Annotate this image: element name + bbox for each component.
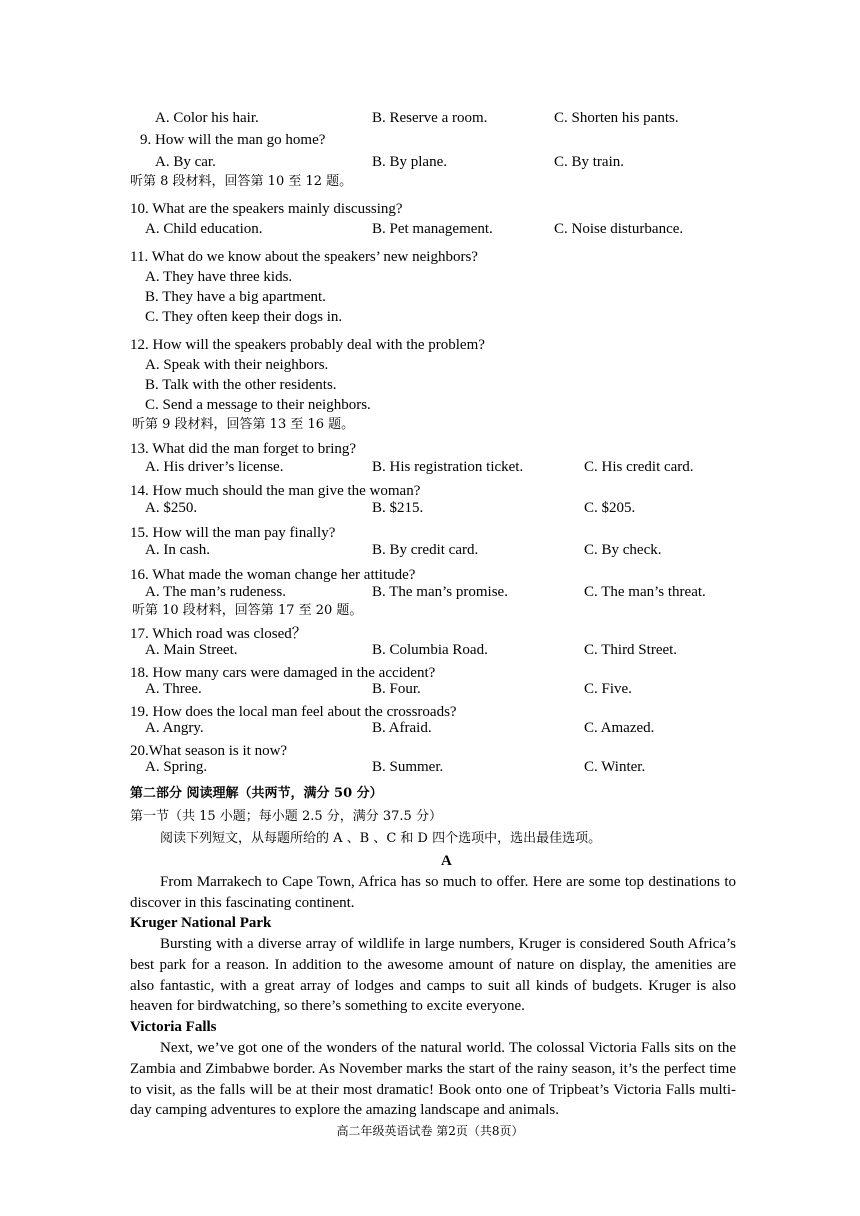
q8-option-c: C. Shorten his pants. bbox=[554, 110, 679, 126]
q18-option-a: A. Three. bbox=[145, 681, 202, 697]
q9-option-a: A. By car. bbox=[155, 154, 216, 170]
q12-option-b: B. Talk with the other residents. bbox=[145, 377, 337, 393]
victoria-heading: Victoria Falls bbox=[130, 1019, 217, 1035]
q15-option-c: C. By check. bbox=[584, 542, 662, 558]
part-2-section-1: 第一节（共 15 小题；每小题 2.5 分，满分 37.5 分） bbox=[130, 809, 442, 824]
q16-stem: 16. What made the woman change her attitude? bbox=[130, 567, 416, 583]
q12-option-c: C. Send a message to their neighbors. bbox=[145, 397, 371, 413]
q17-option-b: B. Columbia Road. bbox=[372, 642, 488, 658]
q17-stem: 17. Which road was closed？ bbox=[130, 626, 307, 642]
q13-option-a: A. His driver’s license. bbox=[145, 459, 284, 475]
kruger-paragraph: Bursting with a diverse array of wildlife in large numbers, Kruger is considered South Africa’s best park for a reason. In addition to the awesome amount of nature on display, the amenities are also fantastic, with a great array of lodges and camps to suit all kinds of budgets. Kruger is also heaven for birdwatching, so there’s something to excite everyone. bbox=[130, 936, 736, 1015]
kruger-heading: Kruger National Park bbox=[130, 915, 272, 931]
q19-option-b: B. Afraid. bbox=[372, 720, 432, 736]
q14-option-a: A. $250. bbox=[145, 500, 198, 516]
q18-option-b: B. Four. bbox=[372, 681, 421, 697]
q12-stem: 12. How will the speakers probably deal with the problem? bbox=[130, 337, 485, 353]
q11-option-b: B. They have a big apartment. bbox=[145, 289, 326, 305]
q11-option-a: A. They have three kids. bbox=[145, 269, 293, 285]
q16-option-c: C. The man’s threat. bbox=[584, 584, 706, 600]
q10-option-c: C. Noise disturbance. bbox=[554, 221, 684, 237]
section-9-heading: 听第 9 段材料，回答第 13 至 16 题。 bbox=[132, 417, 355, 432]
section-8-heading: 听第 8 段材料，回答第 10 至 12 题。 bbox=[130, 174, 353, 189]
passage-label: A bbox=[441, 853, 452, 869]
part-2-instructions: 阅读下列短文，从每题所给的 A 、B 、C 和 D 四个选项中，选出最佳选项。 bbox=[160, 831, 602, 846]
q8-option-a: A. Color his hair. bbox=[155, 110, 259, 126]
q9-stem: 9. How will the man go home? bbox=[140, 132, 326, 148]
q20-option-b: B. Summer. bbox=[372, 759, 444, 775]
q15-option-b: B. By credit card. bbox=[372, 542, 479, 558]
section-10-heading: 听第 10 段材料，回答第 17 至 20 题。 bbox=[132, 603, 363, 618]
q8-option-b: B. Reserve a room. bbox=[372, 110, 488, 126]
q16-option-b: B. The man’s promise. bbox=[372, 584, 508, 600]
q18-stem: 18. How many cars were damaged in the accident? bbox=[130, 665, 436, 681]
q10-option-a: A. Child education. bbox=[145, 221, 263, 237]
q20-option-a: A. Spring. bbox=[145, 759, 208, 775]
q17-option-c: C. Third Street. bbox=[584, 642, 678, 658]
q14-option-b: B. $215. bbox=[372, 500, 424, 516]
q19-stem: 19. How does the local man feel about the crossroads? bbox=[130, 704, 457, 720]
q13-option-b: B. His registration ticket. bbox=[372, 459, 524, 475]
page-footer: 高二年级英语试卷 第2页（共8页） bbox=[336, 1124, 524, 1138]
q15-option-a: A. In cash. bbox=[145, 542, 210, 558]
q19-option-c: C. Amazed. bbox=[584, 720, 655, 736]
passage-intro: From Marrakech to Cape Town, Africa has so much to offer. Here are some top destinations to discover in this fascinating continent. bbox=[130, 874, 736, 911]
q20-stem: 20.What season is it now? bbox=[130, 743, 288, 759]
q14-option-c: C. $205. bbox=[584, 500, 636, 516]
q11-stem: 11. What do we know about the speakers’ new neighbors? bbox=[130, 249, 478, 265]
q20-option-c: C. Winter. bbox=[584, 759, 646, 775]
q9-option-b: B. By plane. bbox=[372, 154, 447, 170]
q16-option-a: A. The man’s rudeness. bbox=[145, 584, 286, 600]
q14-stem: 14. How much should the man give the woman? bbox=[130, 483, 421, 499]
q11-option-c: C. They often keep their dogs in. bbox=[145, 309, 343, 325]
q17-option-a: A. Main Street. bbox=[145, 642, 238, 658]
victoria-paragraph: Next, we’ve got one of the wonders of the natural world. The colossal Victoria Falls sits on the Zambia and Zimbabwe border. As November marks the start of the rainy season, it’s the perfect time to visit, as the falls will be at their most dramatic! Book onto one of Tripbeat’s Victoria Falls multi-day camping adventures to explore the amazing landscape and animals. bbox=[130, 1040, 736, 1119]
q10-stem: 10. What are the speakers mainly discussing? bbox=[130, 201, 403, 217]
q18-option-c: C. Five. bbox=[584, 681, 632, 697]
q13-option-c: C. His credit card. bbox=[584, 459, 694, 475]
q15-stem: 15. How will the man pay finally? bbox=[130, 525, 336, 541]
q13-stem: 13. What did the man forget to bring? bbox=[130, 441, 357, 457]
q9-option-c: C. By train. bbox=[554, 154, 624, 170]
q12-option-a: A. Speak with their neighbors. bbox=[145, 357, 329, 373]
q10-option-b: B. Pet management. bbox=[372, 221, 493, 237]
q19-option-a: A. Angry. bbox=[145, 720, 204, 736]
part-2-title: 第二部分 阅读理解（共两节，满分 50 分） bbox=[130, 786, 383, 801]
